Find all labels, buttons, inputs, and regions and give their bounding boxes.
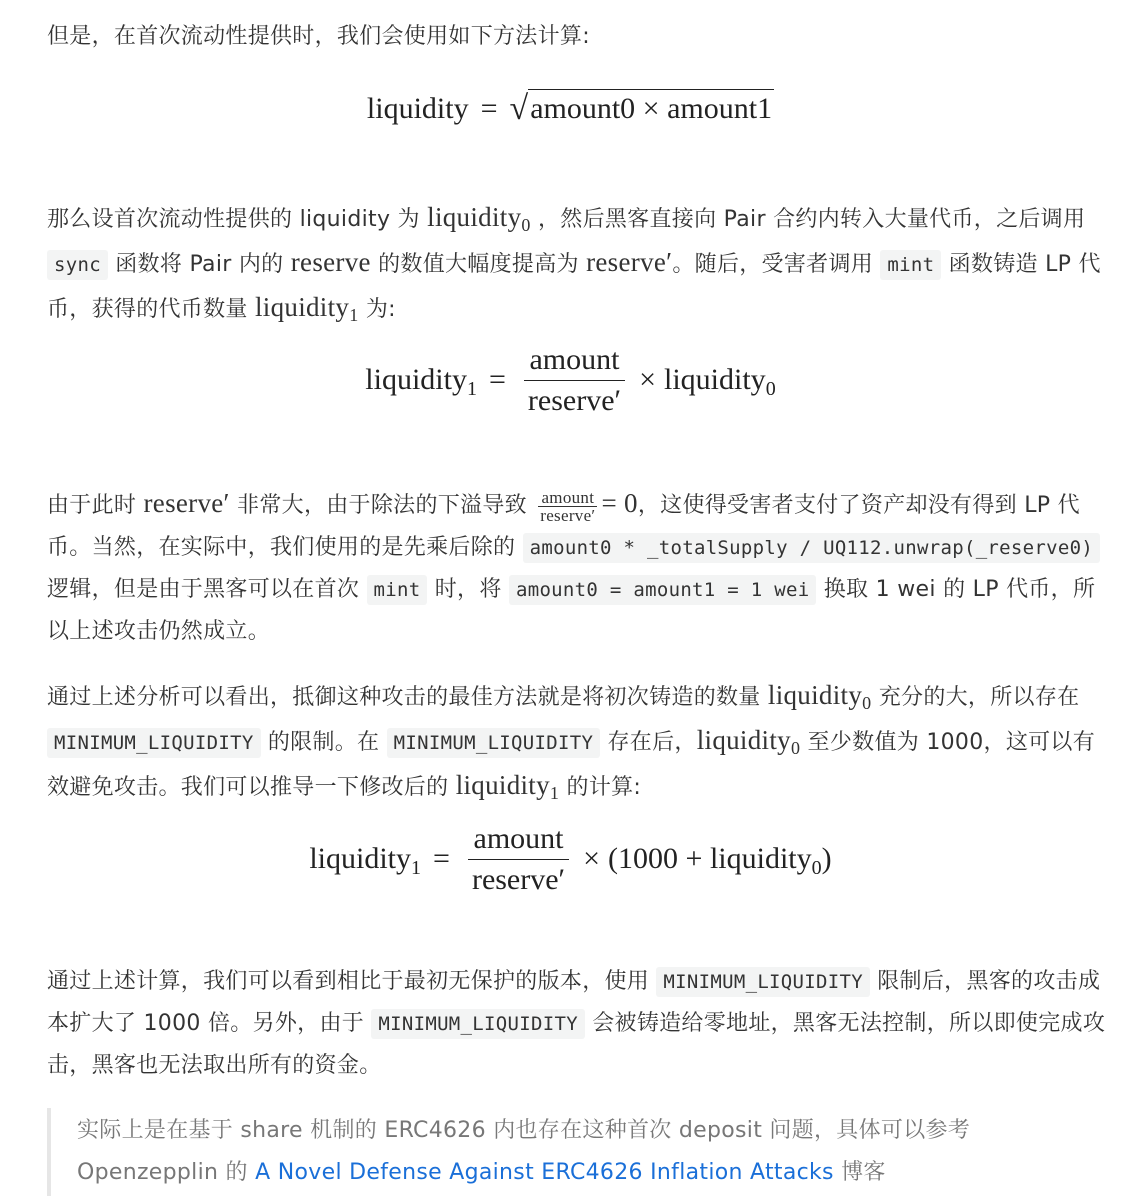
eq-equals: = bbox=[488, 363, 506, 396]
text-span: 函数将 Pair 内的 bbox=[107, 252, 291, 277]
eq-subscript: 1 bbox=[466, 378, 477, 400]
eq-times: × bbox=[583, 842, 601, 875]
code-minimum-liquidity: MINIMUM_LIQUIDITY bbox=[371, 1009, 585, 1039]
math-liquidity: liquidity bbox=[255, 292, 350, 322]
fraction-denominator: reserve′ bbox=[524, 380, 625, 419]
text-span: 博客 bbox=[833, 1160, 886, 1185]
math-reserve: reserve bbox=[290, 247, 371, 277]
text-span: 的限制。在 bbox=[260, 730, 387, 755]
text-span: 为: bbox=[358, 297, 396, 322]
code-mint: mint bbox=[367, 575, 428, 605]
eq-rhs-text: (1000 + liquidity bbox=[608, 842, 812, 875]
inline-fraction bbox=[538, 489, 597, 524]
math-liquidity: liquidity bbox=[455, 770, 550, 800]
eq-subscript: 0 bbox=[765, 378, 776, 400]
equation-modified-liquidity bbox=[0, 819, 1141, 899]
text-span: 时，将 bbox=[427, 577, 509, 602]
text-span: 通过上述计算，我们可以看到相比于最初无保护的版本，使用 bbox=[47, 969, 657, 994]
fraction bbox=[524, 342, 625, 419]
text-span: ，这使得受害者支付了资产却没有得到 LP 代币。当然，在实际中，我们使用的是先乘后除的 bbox=[47, 493, 1080, 560]
text-span: 的计算: bbox=[559, 775, 642, 800]
paragraph-intro bbox=[47, 16, 1117, 58]
math-equals-zero: = 0 bbox=[601, 488, 638, 518]
sqrt-radicand: amount0 × amount1 bbox=[528, 89, 774, 129]
eq-subscript: 1 bbox=[411, 857, 422, 879]
intro-text: 但是，在首次流动性提供时，我们会使用如下方法计算: bbox=[47, 24, 590, 49]
text-span: 充分的大，所以存在 bbox=[871, 685, 1080, 710]
eq-subscript: 0 bbox=[811, 857, 822, 879]
code-sync: sync bbox=[47, 250, 108, 280]
eq-lhs-text: liquidity bbox=[365, 363, 467, 396]
paragraph-underflow bbox=[47, 482, 1117, 653]
code-minimum-liquidity: MINIMUM_LIQUIDITY bbox=[656, 967, 870, 997]
eq-lhs bbox=[309, 842, 422, 879]
paragraph-defense bbox=[47, 674, 1117, 809]
fraction bbox=[468, 821, 569, 898]
sqrt-symbol: √ bbox=[509, 90, 529, 127]
eq-lhs bbox=[365, 363, 477, 400]
math-subscript: 1 bbox=[349, 305, 359, 325]
text-span: 限制后，黑客的攻击成本扩大了 1000 倍。另外，由于 bbox=[47, 969, 1101, 1036]
math-reserve-prime: reserve′ bbox=[586, 247, 673, 277]
text-span: 通过上述分析可以看出，抵御这种攻击的最佳方法就是将初次铸造的数量 bbox=[47, 685, 768, 710]
fraction-denominator: reserve′ bbox=[468, 859, 569, 898]
math-subscript: 1 bbox=[549, 783, 560, 803]
text-span: 函数铸造 LP 代币，获得的代币数量 bbox=[47, 252, 1101, 322]
math-subscript: 0 bbox=[790, 738, 801, 758]
code-amount-equality: amount0 = amount1 = 1 wei bbox=[509, 575, 816, 605]
fraction-numerator: amount bbox=[529, 342, 620, 376]
text-span: 非常大，由于除法的下溢导致 bbox=[229, 493, 535, 518]
text-span: 由于此时 bbox=[47, 493, 144, 518]
math-liquidity: liquidity bbox=[696, 725, 791, 755]
fraction-denominator: reserve′ bbox=[540, 505, 596, 525]
text-span: 换取 1 wei 的 LP 代币，所以上述攻击仍然成立。 bbox=[47, 577, 1096, 644]
text-span: 存在后， bbox=[600, 730, 697, 755]
fraction-numerator: amount bbox=[541, 487, 595, 507]
paragraph-conclusion bbox=[47, 961, 1117, 1087]
equation-victim-liquidity bbox=[0, 340, 1141, 420]
note-text bbox=[77, 1110, 1117, 1194]
code-minimum-liquidity: MINIMUM_LIQUIDITY bbox=[387, 728, 601, 758]
text-span: 会被铸造给零地址，黑客无法控制，所以即使完成攻击，黑客也无法取出所有的资金。 bbox=[47, 1011, 1106, 1078]
sqrt-expression bbox=[510, 89, 775, 129]
note-blockquote bbox=[47, 1108, 1117, 1196]
code-formula: amount0 * _totalSupply / UQ112.unwrap(_reserve0) bbox=[523, 533, 1100, 563]
eq-lhs-text: liquidity bbox=[309, 842, 412, 875]
eq-equals: = bbox=[480, 92, 498, 125]
equation-initial-liquidity bbox=[0, 84, 1141, 134]
eq-rhs bbox=[664, 363, 776, 400]
text-span: 的数值大幅度提高为 bbox=[370, 252, 587, 277]
math-subscript: 0 bbox=[521, 215, 531, 235]
text-span: 实际上是在基于 share 机制的 ERC4626 内也存在这种首次 deposit 问题，具体可以参考 Openzepplin 的 bbox=[77, 1118, 971, 1185]
text-span: 。随后，受害者调用 bbox=[672, 252, 881, 277]
text-span: ，然后黑客直接向 Pair 合约内转入大量代币，之后调用 bbox=[530, 207, 1086, 232]
math-liquidity: liquidity bbox=[767, 680, 863, 710]
blog-link[interactable]: A Novel Defense Against ERC4626 Inflation Attacks bbox=[255, 1160, 834, 1185]
math-subscript: 0 bbox=[862, 693, 872, 713]
code-minimum-liquidity: MINIMUM_LIQUIDITY bbox=[47, 728, 261, 758]
eq-times: × bbox=[639, 363, 656, 396]
text-span: 逻辑，但是由于黑客可以在首次 bbox=[47, 577, 367, 602]
eq-rhs bbox=[608, 842, 832, 879]
text-span: 那么设首次流动性提供的 liquidity 为 bbox=[47, 207, 428, 232]
fraction-numerator: amount bbox=[473, 821, 564, 855]
text-span: 至少数值为 1000，这可以有效避免攻击。我们可以推导一下修改后的 bbox=[47, 730, 1096, 800]
eq-lhs: liquidity bbox=[366, 92, 469, 125]
math-reserve-prime: reserve′ bbox=[143, 488, 230, 518]
code-mint: mint bbox=[880, 250, 941, 280]
eq-rhs-text: liquidity bbox=[664, 363, 766, 396]
math-liquidity: liquidity bbox=[427, 202, 522, 232]
eq-equals: = bbox=[433, 842, 450, 875]
eq-rhs-close: ) bbox=[821, 842, 832, 875]
paragraph-attack-setup bbox=[47, 196, 1117, 331]
